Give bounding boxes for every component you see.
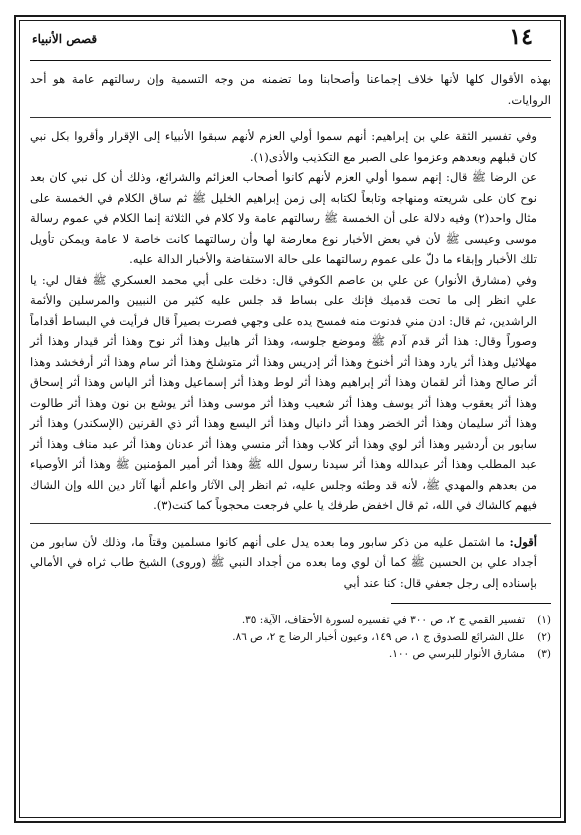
footnote-number: (١)	[537, 614, 551, 626]
comment-lead: أقول:	[509, 534, 537, 549]
paragraph-3: عن الرضا ﷺ قال: إنهم سموا أولي العزم لأنهم كانوا أصحاب العزائم والشرائع، وذلك أن كل نبي كان بعد نوح كان على شريعته ومنهاجه وتابعاً لكتابه إلى زمن إبراهيم الخليل ﷺ ثم ساق الكلام في الخمسة على مثال واحد(٢) وفيه دلالة على أن الخمسة ﷺ رسالتهم عامة ولا كلام في الثلاثة إنما الكلام في عموم رسالة موسى وعيسى ﷺ لأن في بعض الأخبار نوع معارضة لها وأن رسالتهما كانت خاصة لا عامة ويمكن تأويل تلك الأخبار وإبقاء ما دلّ على عموم رسالتهما على حالة الاستفاضة والأخبار الدالة عليه.	[30, 170, 537, 266]
comment-paragraph	[30, 532, 551, 594]
footnote-number: (٣)	[537, 648, 551, 660]
page-number: ١٤	[509, 24, 533, 50]
running-title: قصص الأنبياء	[32, 32, 98, 46]
footnotes	[30, 612, 551, 663]
footnote-number: (٢)	[537, 631, 551, 643]
footnote-rule	[391, 603, 551, 604]
paragraph-1: بهذه الأقوال كلها لأنها خلاف إجماعنا وأصحابنا وما تضمنه من وجه التسمية وإن رسالتهم عامة هو أحد الروايات.	[30, 72, 551, 107]
paragraph-4: وفي (مشارق الأنوار) عن علي بن عاصم الكوفي قال: دخلت على أبي محمد العسكري ﷺ فقال لي: يا علي انظر إلى ما تحت قدميك فإنك على بساط قد جلس عليه كثير من النبيين والمرسلين والأئمة الراشدين، ثم قال: ادن مني فدنوت منه فمسح يده على وجهي فصرت بصيراً قال فرأيت في البساط أقداماً وصوراً وقال: هذا أثر قدم آدم ﷺ وموضع جلوسه، وهذا أثر هابيل وهذا أثر نوح وهذا أثر قيدار وهذا أثر مهلائيل وهذا أثر يارد وهذا أثر أخنوخ وهذا أثر إدريس وهذا أثر متوشلخ وهذا أثر سام وهذا أثر أرفخشد وهذا أثر صالح وهذا أثر لقمان وهذا أثر إبراهيم وهذا أثر لوط وهذا أثر إسماعيل وهذا أثر الياس وهذا أثر إسحاق وهذا أثر يعقوب وهذا أثر يوسف وهذا أثر شعيب وهذا أثر موسى وهذا أثر يوشع بن نون وهذا أثر طالوت وهذا أثر سليمان وهذا أثر الخضر وهذا أثر دانيال وهذا أثر اليسع وهذا أثر ذي القرنين (الإسكندر) وهذا أثر سابور بن أردشير وهذا أثر لوي وهذا أثر كلاب وهذا أثر منسي وهذا أثر عدنان وهذا أثر عبد مناف وهذا أثر عبد المطلب وهذا أثر عبدالله وهذا أثر سيدنا رسول الله ﷺ وهذا أثر أمير المؤمنين ﷺ وهذا أثر الأوصياء من بعدهم والمهدي ﷺ، لأنه قد وطئه وجلس عليه، ثم انظر إلى الآثار واعلم أنها آثار دين الله وإن الشاك فيهم كالشاك في الله، ثم قال اخفض طرفك يا علي فرجعت محجوباً كما كنت(٣).	[30, 272, 537, 512]
footnote	[30, 646, 551, 663]
footnote-text: تفسير القمي ج ٢، ص ٣٠٠ في تفسيره لسورة الأحقاف، الآية: ٣٥.	[241, 614, 525, 626]
book-page	[30, 22, 551, 812]
divider	[30, 117, 551, 118]
footnote	[30, 612, 551, 629]
page-header	[30, 22, 551, 61]
footnote-text: علل الشرائع للصدوق ج ١، ص ١٤٩، وعيون أخبار الرضا ج ٢، ص ٨٦.	[232, 631, 525, 643]
paragraph-2: وفي تفسير الثقة علي بن إبراهيم: أنهم سموا أولي العزم لأنهم سبقوا الأنبياء إلى الإقرار وأقروا بكل نبي كان قبلهم وبعدهم وعزموا على الصبر مع التكذيب والأذى(١).	[30, 129, 537, 164]
footnote	[30, 629, 551, 646]
footnote-text: مشارق الأنوار للبرسي ص ١٠٠.	[388, 648, 525, 660]
comment-text: ما اشتمل عليه من ذكر سابور وما بعده يدل على أنهم كانوا مسلمين وقتاً ما، وذلك لأن سابور من أجداد علي بن الحسين ﷺ كما أن لوي وما بعده من أجداد النبي ﷺ (وروى) الشيخ طاب ثراه في الأمالي بإسناده إلى رجل جعفي قال: كنا عند أبي	[30, 534, 537, 590]
divider	[30, 523, 551, 524]
